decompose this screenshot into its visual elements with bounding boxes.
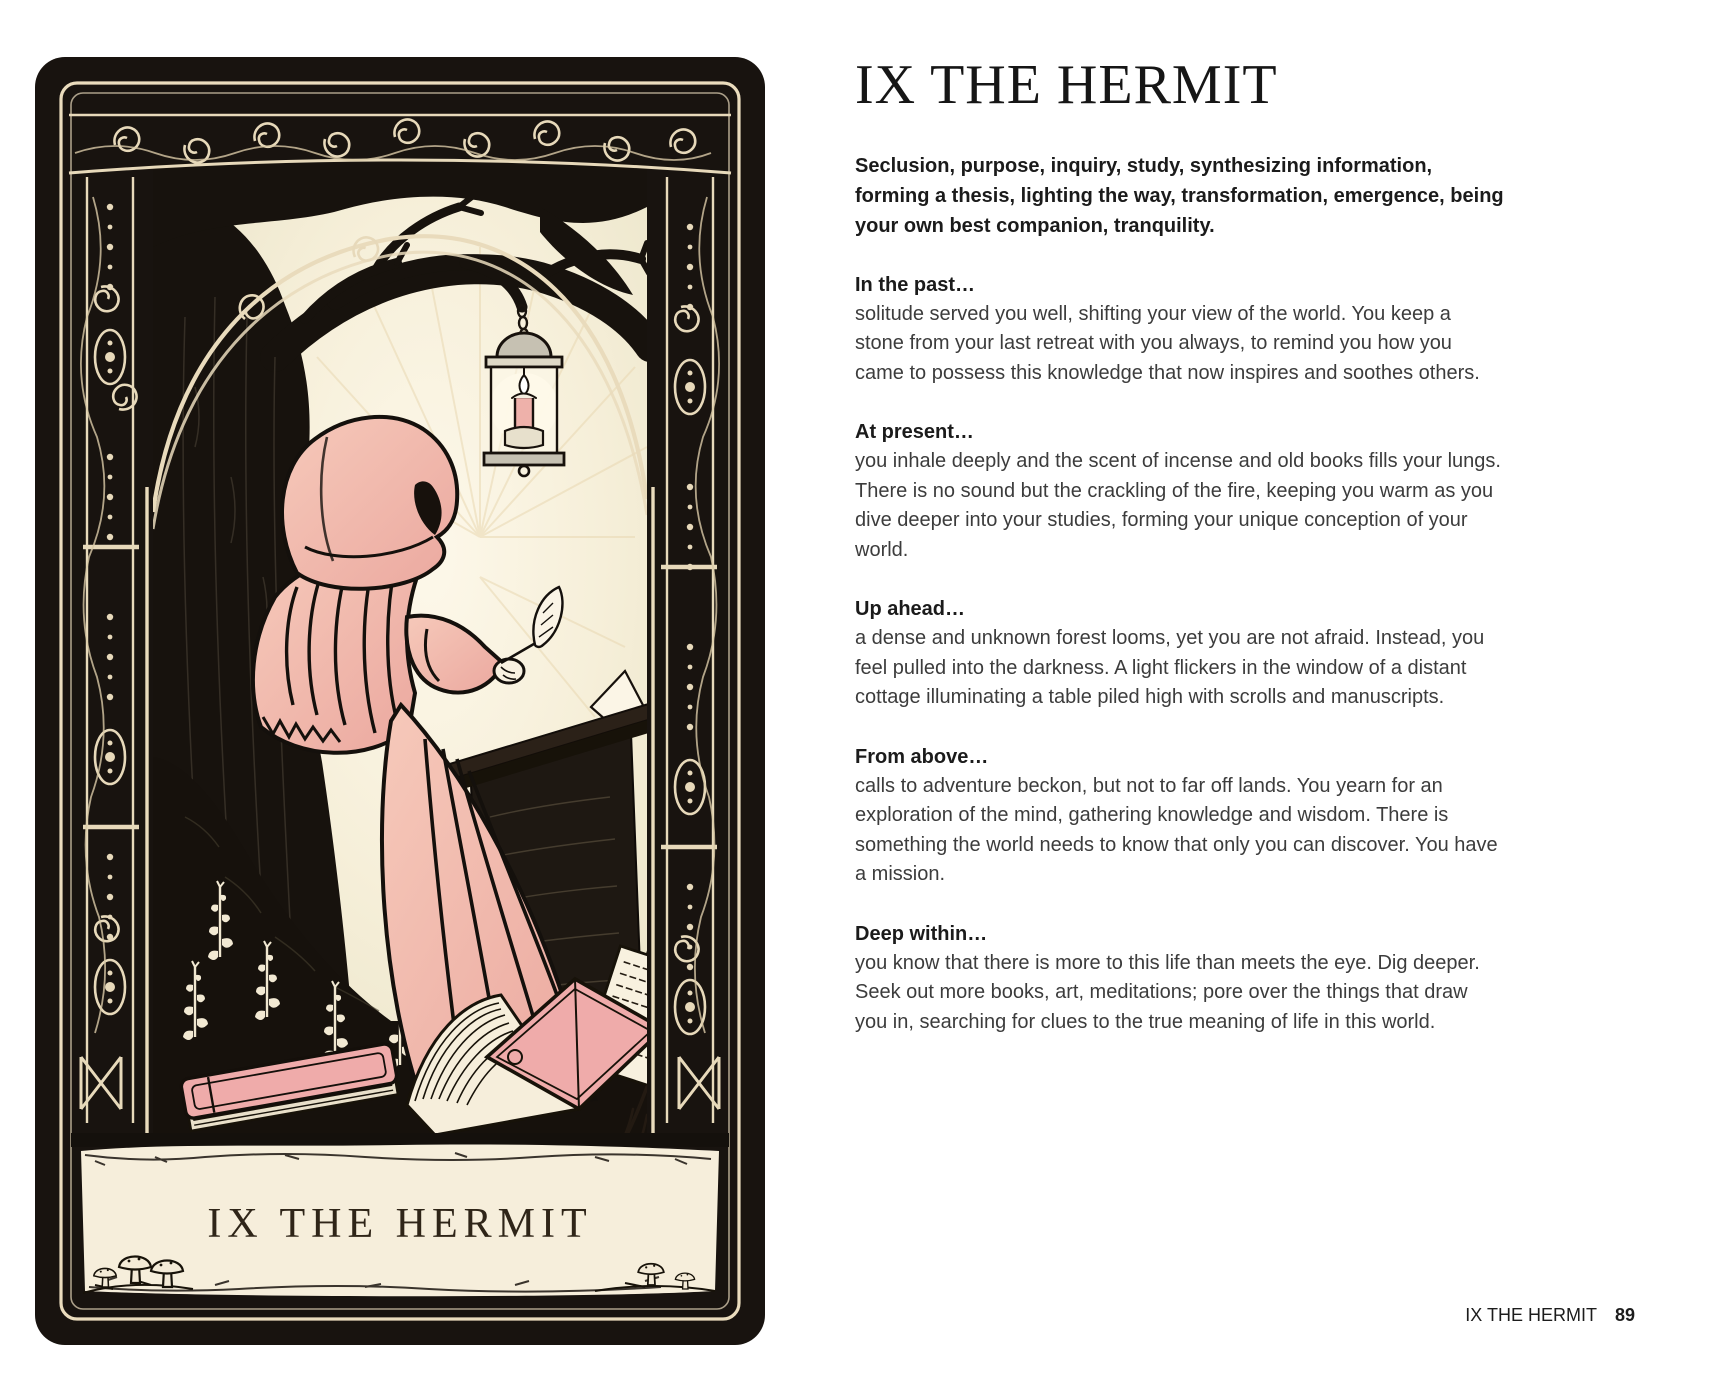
section-body: a dense and unknown forest looms, yet you are not afraid. Instead, you feel pulled into the darkness. A light flickers in the window of a distant cottage illuminating a table piled high with scrolls and manuscripts. [855,627,1485,709]
section-heading: From above… [855,745,989,768]
tarot-card [35,57,765,1345]
section-up-ahead [855,595,1505,713]
section-body: you inhale deeply and the scent of incense and old books fills your lungs. There is no sound but the crackling of the fire, keeping you warm as you dive deeper into your studies, forming your unique conception of your world. [855,450,1501,561]
section-from-above [855,743,1505,890]
section-body: calls to adventure beckon, but not to far off lands. You yearn for an exploration of the mind, gathering knowledge and wisdom. There is something the world needs to know that only you can discover. You have a mission. [855,774,1498,886]
section-at-present [855,418,1505,565]
card-banner [71,1133,729,1296]
section-heading: Up ahead… [855,598,966,621]
article-column [855,55,1505,1037]
page-number: 89 [1614,1305,1635,1325]
hand [494,659,524,683]
keywords-paragraph: Seclusion, purpose, inquiry, study, synthesizing information, forming a thesis, lighting the way, transformation, emergence, being your own best companion, tranquility. [855,154,1504,237]
section-heading: Deep within… [855,922,988,945]
card-banner-label: IX THE HERMIT [207,1201,593,1247]
section-deep-within [855,920,1505,1038]
page-footer [855,1305,1635,1326]
running-head: IX THE HERMIT [1465,1305,1597,1325]
section-heading: In the past… [855,273,976,296]
card-illustration [35,57,765,1345]
section-body: solitude served you well, shifting your view of the world. You keep a stone from your last retreat with you always, to remind you how you came to possess this knowledge that now inspires and soothes others. [855,302,1480,384]
section-body: you know that there is more to this life than meets the eye. Dig deeper. Seek out more books, art, meditations; pore over the things that draw you in, searching for clues to the true meaning of life in this world. [855,951,1480,1033]
section-heading: At present… [855,421,974,444]
section-in-the-past [855,271,1505,389]
candle-flame [520,375,529,395]
page-title: IX THE HERMIT [855,54,1278,116]
